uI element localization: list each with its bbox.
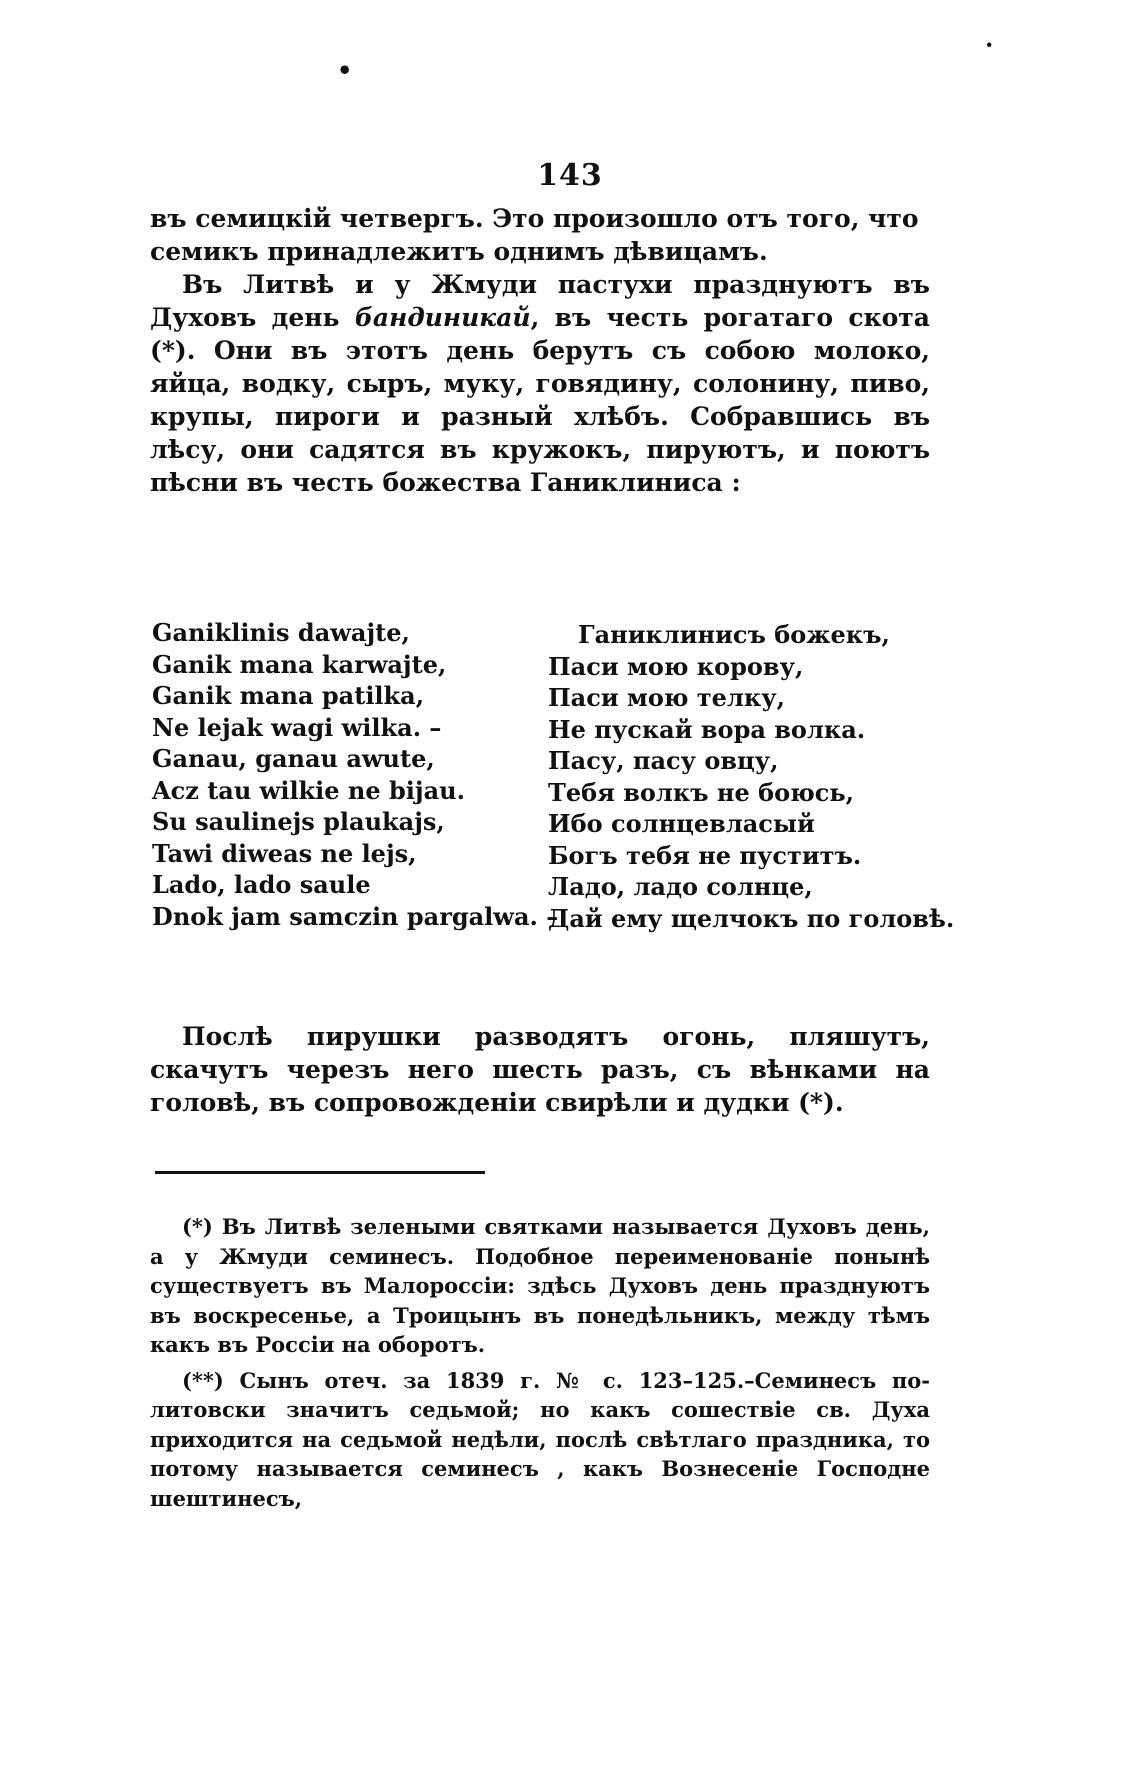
song-line-ru: Не пускай вора волка. xyxy=(548,714,866,744)
page-ink-mark: • xyxy=(337,56,353,85)
song-line-lt: Su saulinejs plaukajs, xyxy=(152,807,445,836)
pasture-text xyxy=(150,268,930,499)
bandinikai-term: бандиникай xyxy=(354,303,531,332)
song-line-lt: Tawi diweas ne lejs, xyxy=(152,838,417,868)
song-line-ru: Тебя волкъ не боюсь, xyxy=(548,777,854,807)
song-line-lt: Dnok jam samczin pargalwa. – xyxy=(152,901,559,931)
pasture-text-part-1: Въ Литвѣ и у Жмуди пастухи празднуютъ въ Духовъ день xyxy=(150,270,930,332)
pasture-text-part-2: , въ честь рогатаго скота (*). Они въ этотъ день берутъ съ собою молоко, яйца, водку, сыръ, муку, говядину, солонину, пиво, крупы, пироги и разный хлѣбъ. Собравшись въ лѣсу, они садятся въ кружокъ, пируютъ, и поютъ пѣсни въ честь божества Ганиклиниса : xyxy=(150,303,930,497)
pasture-paragraph xyxy=(150,268,930,499)
song-line-ru: Ладо, ладо солнце, xyxy=(548,872,813,901)
song-line-lt: Ganik mana karwajte, xyxy=(152,649,447,679)
footnote-1: (*) Въ Литвѣ зелеными святками называется Духовъ день, а у Жмуди семинесъ. Подобное переименованіе понынѣ существуетъ въ Малороссіи: здѣсь Духовъ день празднуютъ въ воскресенье, а Троицынъ въ понедѣльникъ, между тѣмъ какъ въ Россіи на оборотъ. xyxy=(150,1214,930,1357)
lithuanian-song xyxy=(152,617,558,932)
song-line-lt: Acz tau wilkie ne bijau. xyxy=(152,775,465,805)
song-line-ru: Паси мою корову, xyxy=(548,651,804,681)
song-line-ru: Ганиклинисъ божекъ, xyxy=(578,620,890,649)
intro-line-1: въ семицкій четвергъ. Это произошло отъ того, что xyxy=(150,204,919,233)
footnotes xyxy=(150,1212,930,1513)
intro-paragraph xyxy=(150,202,930,268)
page-corner-mark: · xyxy=(985,30,994,59)
footnote-divider xyxy=(155,1171,485,1174)
bonfire-paragraph xyxy=(150,1020,930,1119)
footnote-2: (**) Сынъ отеч. за 1839 г. № с. 123–125.–Семинесъ по-литовски значитъ седьмой; но какъ сошествіе св. Духа приходится на седьмой недѣли, послѣ свѣтлаго праздника, то потому называется семинесъ , какъ Вознесеніе Господне шештинесъ, xyxy=(150,1367,930,1511)
song-line-ru: Ибо солнцевласый xyxy=(548,809,815,838)
song-line-lt: Lado, lado saule xyxy=(152,870,371,899)
song-line-ru: Пасу, пасу овцу, xyxy=(548,746,779,775)
song-line-ru: Паси мою телку, xyxy=(548,683,785,712)
song-line-ru: Богъ тебя не пуститъ. xyxy=(548,840,862,870)
song-line-lt: Ganau, ganau awute, xyxy=(152,744,435,773)
bonfire-text: Послѣ пирушки разводятъ огонь, пляшутъ, скачутъ черезъ него шесть разъ, съ вѣнками на головѣ, въ сопровожденіи свирѣли и дудки (*). xyxy=(150,1022,930,1117)
intro-line-2: семикъ принадлежитъ однимъ дѣвицамъ. xyxy=(150,237,768,266)
song-line-lt: Ne lejak wagi wilka. – xyxy=(152,712,442,742)
song-line-lt: Ganiklinis dawajte, xyxy=(152,618,410,647)
song-line-lt: Ganik mana patilka, xyxy=(152,681,425,710)
song-line-ru: Дай ему щелчокъ по головѣ. xyxy=(548,903,955,933)
page-number: 143 xyxy=(537,158,603,193)
russian-translation xyxy=(548,619,954,934)
